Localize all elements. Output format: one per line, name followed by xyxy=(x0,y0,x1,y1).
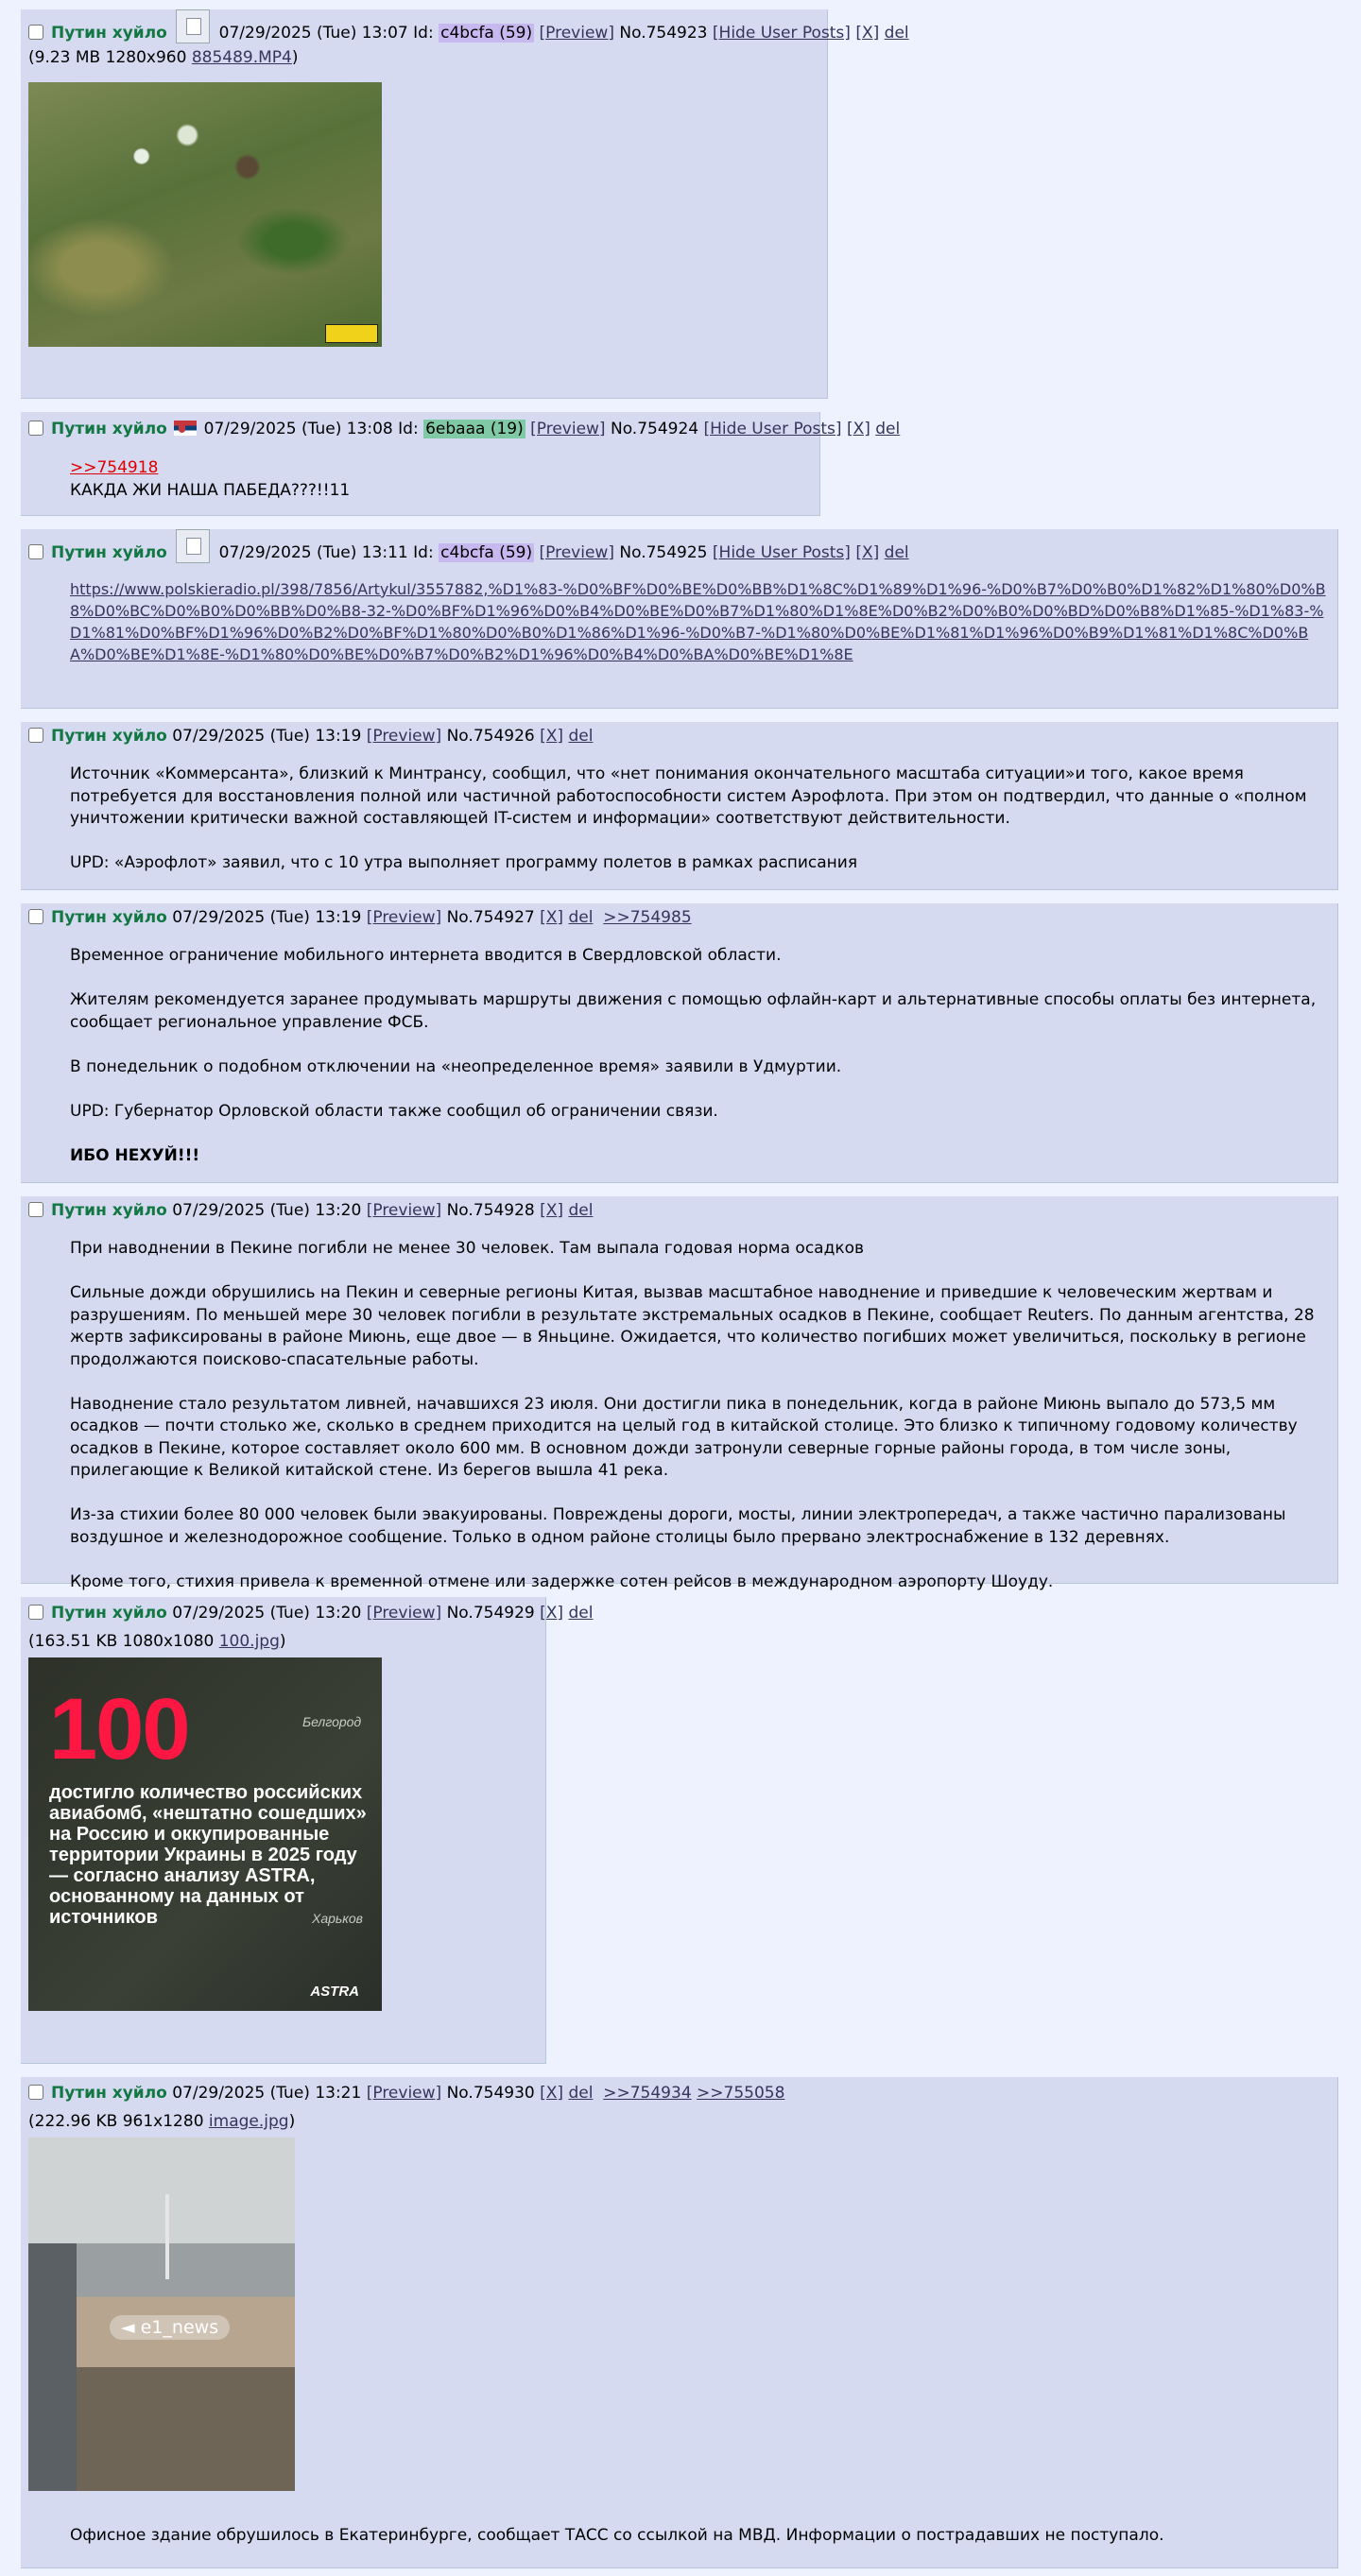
post-body xyxy=(21,2525,1337,2548)
post-body xyxy=(21,446,819,502)
preview-link[interactable]: [Preview] xyxy=(366,727,442,746)
hide-user-posts-link[interactable]: [Hide User Posts] xyxy=(712,543,851,562)
watermark: ◄ e1_news xyxy=(110,2315,230,2340)
post-number[interactable]: No.754924 xyxy=(610,420,699,438)
poster-name: Путин хуйло xyxy=(51,908,167,927)
preview-link[interactable]: [Preview] xyxy=(366,1201,442,1220)
poster-name: Путин хуйло xyxy=(51,24,167,43)
post-paragraph: Жителям рекомендуется заранее продумывать маршруты движения с помощью офлайн-карт и альтернативные способы оплаты без интернета, сообщает региональное управление ФСБ. xyxy=(70,990,1317,1032)
post-paragraph: Из-за стихии более 80 000 человек были эвакуированы. Повреждены дороги, мосты, линии электропередач, а также частично парализованы воздушное и железнодорожное сообщение. Только в одном районе столицы было прервано электроснабжение в 132 деревнях. xyxy=(70,1505,1286,1547)
post-datetime: 07/29/2025 (Tue) 13:07 xyxy=(218,24,408,43)
post-754924 xyxy=(21,412,901,516)
id-label: Id: xyxy=(413,24,434,43)
file-link[interactable]: 885489.MP4 xyxy=(191,48,292,67)
post-paragraph: Источник «Коммерсанта», близкий к Минтрансу, сообщил, что «нет понимания окончательного масштаба ситуации»и того, какое время потребуется для восстановления полной или частичной работоспособности систем Аэрофлота. При этом он подтвердил, что данные о «полном уничтожении критически важной составляющей IT-систем и информации» соответствуют действительности. xyxy=(70,764,1307,828)
poster-name: Путин хуйло xyxy=(51,420,167,438)
delete-link[interactable]: del xyxy=(568,1604,594,1623)
preview-link[interactable]: [Preview] xyxy=(366,1604,442,1623)
post-paragraph: Офисное здание обрушилось в Екатеринбурге, сообщает ТАСС со ссылкой на МВД. Информации о пострадавших не поступало. xyxy=(70,2526,1164,2545)
post-datetime: 07/29/2025 (Tue) 13:20 xyxy=(172,1604,362,1623)
hide-user-posts-link[interactable]: [Hide User Posts] xyxy=(703,420,842,438)
post-header xyxy=(21,412,901,446)
poster-name: Путин хуйло xyxy=(51,1604,167,1623)
id-label: Id: xyxy=(398,420,419,438)
post-754930 xyxy=(21,2077,1338,2568)
image-big-number: 100 xyxy=(49,1681,189,1777)
quote-link[interactable]: >>754918 xyxy=(70,458,159,477)
preview-link[interactable]: [Preview] xyxy=(539,24,614,43)
close-x-link[interactable]: [X] xyxy=(855,24,880,43)
post-text: КАКДА ЖИ НАША ПАБЕДА???!!11 xyxy=(70,480,351,500)
file-info: (163.51 KB 1080x1080 100.jpg) xyxy=(28,1632,286,1651)
post-number[interactable]: No.754928 xyxy=(446,1201,535,1220)
file-link[interactable]: 100.jpg xyxy=(218,1632,280,1651)
post-datetime: 07/29/2025 (Tue) 13:11 xyxy=(218,543,408,562)
post-paragraph: Кроме того, стихия привела к временной отмене или задержке сотен рейсов в международном аэропорту Шоуду. xyxy=(70,1571,1054,1591)
backlink[interactable]: >>755058 xyxy=(697,2084,785,2103)
post-header xyxy=(21,722,1337,750)
post-checkbox[interactable] xyxy=(28,421,43,436)
post-body xyxy=(21,565,1337,665)
post-754923 xyxy=(21,9,909,399)
close-x-link[interactable]: [X] xyxy=(540,1201,564,1220)
post-header xyxy=(21,2077,1337,2109)
post-header xyxy=(21,9,909,45)
post-checkbox[interactable] xyxy=(28,1202,43,1217)
poster-id-icon xyxy=(176,529,210,563)
poster-name: Путин хуйло xyxy=(51,2084,167,2103)
delete-link[interactable]: del xyxy=(884,24,909,43)
post-datetime: 07/29/2025 (Tue) 13:20 xyxy=(172,1201,362,1220)
post-checkbox[interactable] xyxy=(28,2085,43,2100)
post-header xyxy=(21,529,1337,565)
astra-logo: ASTRA xyxy=(310,1984,359,2000)
user-id[interactable]: 6ebaaa (19) xyxy=(425,420,524,438)
post-checkbox[interactable] xyxy=(28,544,43,559)
preview-link[interactable]: [Preview] xyxy=(539,543,614,562)
video-thumbnail[interactable] xyxy=(28,82,382,347)
backlink[interactable]: >>754934 xyxy=(603,2084,692,2103)
close-x-link[interactable]: [X] xyxy=(855,543,880,562)
backlink[interactable]: >>754985 xyxy=(603,908,692,927)
post-paragraph: UPD: Губернатор Орловской области также сообщил об ограничении связи. xyxy=(70,1101,718,1121)
hide-user-posts-link[interactable]: [Hide User Posts] xyxy=(712,24,851,43)
preview-link[interactable]: [Preview] xyxy=(366,908,442,927)
post-number[interactable]: No.754925 xyxy=(619,543,708,562)
post-body xyxy=(21,1225,1337,1593)
preview-link[interactable]: [Preview] xyxy=(530,420,606,438)
user-id[interactable]: c4bcfa (59) xyxy=(440,543,533,562)
image-caption: достигло количество российских авиабомб, «нештатно сошедших» на Россию и оккупированные территории Украины в 2025 году — согласно анализу ASTRA, основанному на данных от источников xyxy=(49,1782,367,1928)
post-paragraph: UPD: «Аэрофлот» заявил, что с 10 утра выполняет программу полетов в рамках расписания xyxy=(70,853,858,872)
post-754927 xyxy=(21,903,1338,1183)
delete-link[interactable]: del xyxy=(568,727,594,746)
post-body xyxy=(21,932,1337,1167)
file-size: (163.51 KB 1080x1080 xyxy=(28,1632,215,1651)
post-body xyxy=(21,750,1337,875)
post-754926 xyxy=(21,722,1338,890)
post-number[interactable]: No.754930 xyxy=(446,2084,535,2103)
poster-name: Путин хуйло xyxy=(51,727,167,746)
post-paragraph: В понедельник о подобном отключении на «неопределенное время» заявили в Удмуртии. xyxy=(70,1056,842,1076)
poster-id-icon xyxy=(176,9,210,43)
delete-link[interactable]: del xyxy=(568,1201,594,1220)
post-datetime: 07/29/2025 (Tue) 13:21 xyxy=(172,2084,362,2103)
close-x-link[interactable]: [X] xyxy=(846,420,870,438)
delete-link[interactable]: del xyxy=(568,2084,594,2103)
image-city-label: Белгород xyxy=(302,1714,362,1729)
post-datetime: 07/29/2025 (Tue) 13:08 xyxy=(203,420,393,438)
post-datetime: 07/29/2025 (Tue) 13:19 xyxy=(172,727,362,746)
post-number[interactable]: No.754927 xyxy=(446,908,535,927)
post-paragraph: Наводнение стало результатом ливней, начавшихся 23 июля. Они достигли пика в понедельник, когда в районе Миюнь выпало до 573,5 мм осадков — почти столько же, сколько в среднем приходится на целый год в китайской столице. Это близко к типичному годовому количеству осадков в Пекине, которое составляет около 600 мм. В основном дожди затронули северные горные районы города, в том числе зоны, прилегающие к Великой китайской стене. Из берегов вышла 41 река. xyxy=(70,1394,1298,1480)
close-x-link[interactable]: [X] xyxy=(540,908,564,927)
file-link[interactable]: image.jpg xyxy=(208,2112,289,2131)
preview-link[interactable]: [Preview] xyxy=(366,2084,442,2103)
corner-badge xyxy=(325,324,378,343)
external-url-link[interactable]: https://www.polskieradio.pl/398/7856/Artykul/3557882,%D1%83-%D0%BF%D0%BE%D0%BB%D1%8C%D1%89%D1%96-%D0%B7%D0%B0%D1%82%D1%80%D0%B8%D0%BC%D0%B0%D0%BB%D0%B8-32-%D0%BF%D1%96%D0%B4%D0%BE%D0%B7%D1%80%D1%8E%D0%B2%D0%B0%D0%BD%D0%B8%D1%85-%D1%83-%D1%81%D0%BF%D1%96%D0%B2%D0%BF%D1%80%D0%B0%D1%86%D1%96-%D0%B7-%D1%80%D0%BE%D1%81%D1%96%D0%B9%D1%81%D1%8C%D0%BA%D0%BE%D1%8E-%D1%80%D0%BE%D0%B7%D0%B2%D1%96%D0%B4%D0%BA%D0%BE%D1%8E xyxy=(70,580,1326,663)
post-number[interactable]: No.754926 xyxy=(446,727,535,746)
delete-link[interactable]: del xyxy=(875,420,901,438)
post-number[interactable]: No.754929 xyxy=(446,1604,535,1623)
poster-name: Путин хуйло xyxy=(51,1201,167,1220)
post-paragraph: При наводнении в Пекине погибли не менее 30 человек. Там выпала годовая норма осадков xyxy=(70,1239,865,1258)
file-size: (222.96 KB 961x1280 xyxy=(28,2112,204,2131)
post-checkbox[interactable] xyxy=(28,728,43,743)
post-checkbox[interactable] xyxy=(28,909,43,924)
close-x-link[interactable]: [X] xyxy=(540,1604,564,1623)
post-754925 xyxy=(21,529,1338,709)
post-paragraph: ИБО НЕХУЙ!!! xyxy=(70,1145,200,1165)
post-checkbox[interactable] xyxy=(28,25,43,40)
close-x-link[interactable]: [X] xyxy=(540,727,564,746)
serbia-flag-icon xyxy=(174,421,197,436)
file-size: (9.23 MB 1280x960 xyxy=(28,48,187,67)
post-paragraph: Временное ограничение мобильного интернета вводится в Свердловской области. xyxy=(70,946,782,965)
poster-name: Путин хуйло xyxy=(51,543,167,562)
close-x-link[interactable]: [X] xyxy=(540,2084,564,2103)
post-header xyxy=(21,1597,594,1629)
file-info: (9.23 MB 1280x960 885489.MP4) xyxy=(28,48,299,67)
id-label: Id: xyxy=(413,543,434,562)
antenna-mast xyxy=(165,2194,169,2279)
post-number[interactable]: No.754923 xyxy=(619,24,708,43)
post-header xyxy=(21,903,1337,932)
delete-link[interactable]: del xyxy=(568,908,594,927)
image-thumbnail[interactable] xyxy=(28,2138,295,2491)
post-754928 xyxy=(21,1196,1338,1591)
post-754929 xyxy=(21,1597,594,2064)
file-info: (222.96 KB 961x1280 image.jpg) xyxy=(28,2112,296,2131)
user-id[interactable]: c4bcfa (59) xyxy=(440,24,533,43)
image-thumbnail[interactable] xyxy=(28,1657,382,2011)
delete-link[interactable]: del xyxy=(884,543,909,562)
post-paragraph: Сильные дожди обрушились на Пекин и северные регионы Китая, вызвав масштабное наводнение и приведшие к человеческим жертвам и разрушениям. По меньшей мере 30 человек погибли в результате экстремальных осадков в Пекине, сообщает Reuters. По данным агентства, 28 жертв зафиксированы в районе Миюнь, еще двое — в Яньцине. Ожидается, что количество погибших может увеличиться, поскольку в регионе продолжаются поисково-спасательные работы. xyxy=(70,1283,1315,1369)
post-header xyxy=(21,1196,1337,1225)
post-datetime: 07/29/2025 (Tue) 13:19 xyxy=(172,908,362,927)
image-city-label: Харьков xyxy=(312,1911,363,1926)
post-checkbox[interactable] xyxy=(28,1605,43,1620)
